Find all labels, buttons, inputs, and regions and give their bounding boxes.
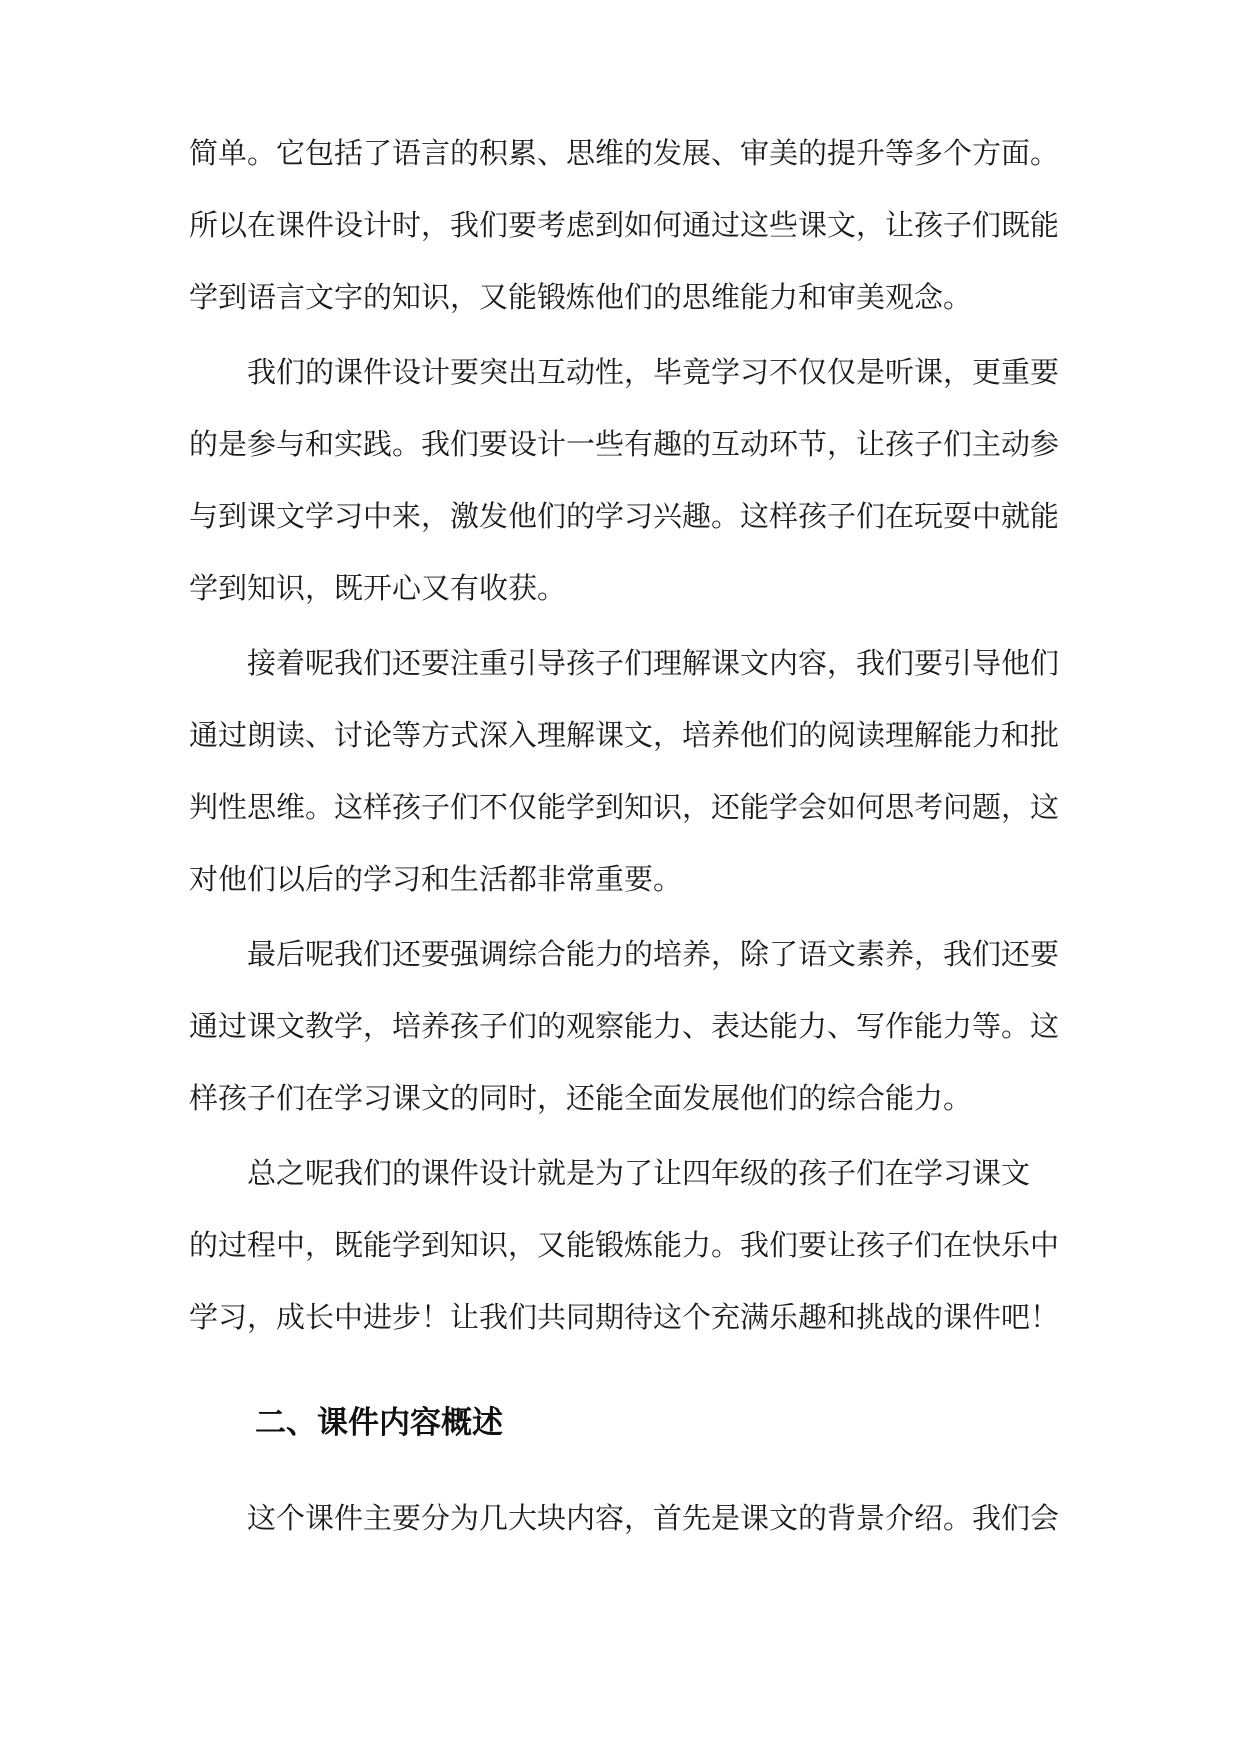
paragraph-3-line-3: 判性思维。这样孩子们不仅能学到知识，还能学会如何思考问题，这 bbox=[189, 790, 1060, 824]
paragraph-2-line-1: 我们的课件设计要突出互动性，毕竟学习不仅仅是听课，更重要 bbox=[247, 355, 1060, 389]
paragraph-6-line-1: 这个课件主要分为几大块内容，首先是课文的背景介绍。我们会 bbox=[247, 1501, 1060, 1535]
paragraph-4-line-1: 最后呢我们还要强调综合能力的培养，除了语文素养，我们还要 bbox=[247, 937, 1060, 971]
section-heading: 二、课件内容概述 bbox=[255, 1405, 503, 1441]
paragraph-4-line-3: 样孩子们在学习课文的同时，还能全面发展他们的综合能力。 bbox=[189, 1081, 973, 1115]
paragraph-1-line-3: 学到语言文字的知识，又能锻炼他们的思维能力和审美观念。 bbox=[189, 280, 973, 314]
paragraph-3-line-1: 接着呢我们还要注重引导孩子们理解课文内容，我们要引导他们 bbox=[247, 646, 1060, 680]
paragraph-2-line-3: 与到课文学习中来，激发他们的学习兴趣。这样孩子们在玩耍中就能 bbox=[189, 499, 1060, 533]
paragraph-3-line-2: 通过朗读、讨论等方式深入理解课文，培养他们的阅读理解能力和批 bbox=[189, 718, 1060, 752]
paragraph-1-line-1: 简单。它包括了语言的积累、思维的发展、审美的提升等多个方面。 bbox=[189, 136, 1060, 170]
paragraph-2-line-4: 学到知识，既开心又有收获。 bbox=[189, 571, 567, 605]
paragraph-4-line-2: 通过课文教学，培养孩子们的观察能力、表达能力、写作能力等。这 bbox=[189, 1009, 1060, 1043]
paragraph-2-line-2: 的是参与和实践。我们要设计一些有趣的互动环节，让孩子们主动参 bbox=[189, 427, 1060, 461]
paragraph-5-line-3: 学习，成长中进步！让我们共同期待这个充满乐趣和挑战的课件吧！ bbox=[189, 1300, 1060, 1334]
paragraph-1-line-2: 所以在课件设计时，我们要考虑到如何通过这些课文，让孩子们既能 bbox=[189, 208, 1060, 242]
paragraph-5-line-2: 的过程中，既能学到知识，又能锻炼能力。我们要让孩子们在快乐中 bbox=[189, 1228, 1060, 1262]
paragraph-3-line-4: 对他们以后的学习和生活都非常重要。 bbox=[189, 862, 683, 896]
paragraph-5-line-1: 总之呢我们的课件设计就是为了让四年级的孩子们在学习课文 bbox=[247, 1156, 1031, 1190]
